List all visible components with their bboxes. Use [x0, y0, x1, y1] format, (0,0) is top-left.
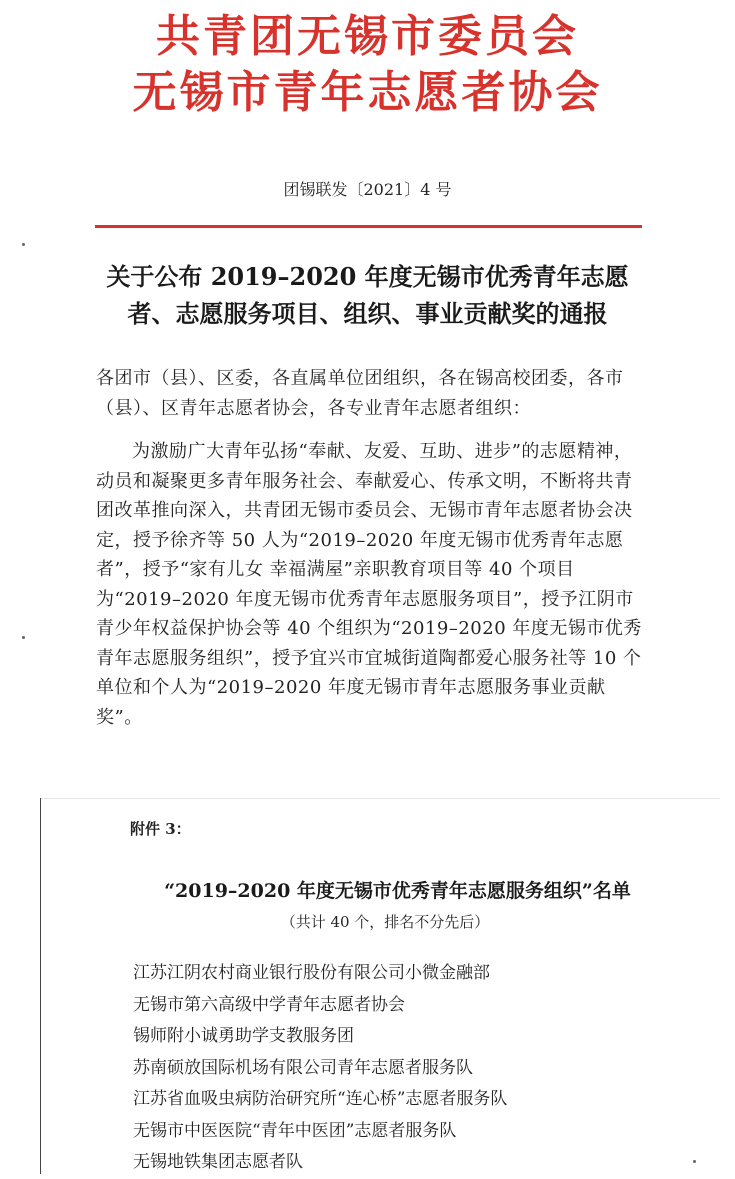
list-item: 江苏江阴农村商业银行股份有限公司小微金融部 [133, 963, 490, 983]
page-seam-vertical [40, 798, 41, 1174]
organization-list [133, 958, 507, 1179]
notice-title-line1: 关于公布 2019–2020 年度无锡市优秀青年志愿 [106, 262, 629, 291]
list-item: 江苏省血吸虫病防治研究所“连心桥”志愿者服务队 [133, 1089, 508, 1109]
list-item: 苏南硕放国际机场有限公司青年志愿者服务队 [133, 1057, 473, 1078]
list-item: 无锡市中医医院“青年中医团”志愿者服务队 [133, 1120, 457, 1141]
document-number: 团锡联发〔2021〕4 号 [283, 180, 452, 199]
issuer-name-line2: 无锡市青年志愿者协会 [132, 67, 603, 118]
list-subtitle: （共计 40 个，排名不分先后） [280, 913, 490, 931]
page-seam-horizontal [40, 798, 720, 799]
list-item: 锡师附小诚勇助学支教服务团 [133, 1026, 354, 1046]
scan-speck [693, 1160, 696, 1163]
issuer-name-line1: 共青团无锡市委员会 [156, 11, 579, 62]
list-title: “2019–2020 年度无锡市优秀青年志愿服务组织”名单 [164, 880, 631, 902]
list-item: 无锡市第六高级中学青年志愿者协会 [133, 994, 405, 1015]
body-paragraph: 为激励广大青年弘扬“奉献、友爱、互助、进步”的志愿精神，动员和凝聚更多青年服务社会、奉献爱心、传承文明，不断将共青团改革推向深入，共青团无锡市委员会、无锡市青年志愿者协会决定，授予徐齐等 50 人为“2019–2020 年度无锡市优秀青年志愿者”，授予“家有儿女 幸福满屋”亲职教育项目等 40 个项目为“2019–2020 年度无锡市优秀青年志愿服务项目”，授予江阴市青少年权益保护协会等 40 个组织为“2019–2020 年度无锡市优秀青年志愿服务组织”，授予宜兴市宜城街道陶都爱心服务社等 10 个单位和个人为“2019–2020 年度无锡市青年志愿服务事业贡献奖”。 [96, 441, 642, 728]
list-item: 无锡地铁集团志愿者队 [133, 1152, 303, 1172]
scan-speck [22, 636, 25, 639]
red-header-rule [95, 225, 642, 228]
scan-speck [22, 243, 25, 246]
attachment-label: 附件 3： [130, 820, 191, 838]
addressee-paragraph: 各团市（县）、区委，各直属单位团组织，各在锡高校团委，各市（县）、区青年志愿者协会，各专业青年志愿者组织： [96, 368, 624, 419]
notice-title-line2: 者、志愿服务项目、组织、事业贡献奖的通报 [127, 299, 608, 328]
